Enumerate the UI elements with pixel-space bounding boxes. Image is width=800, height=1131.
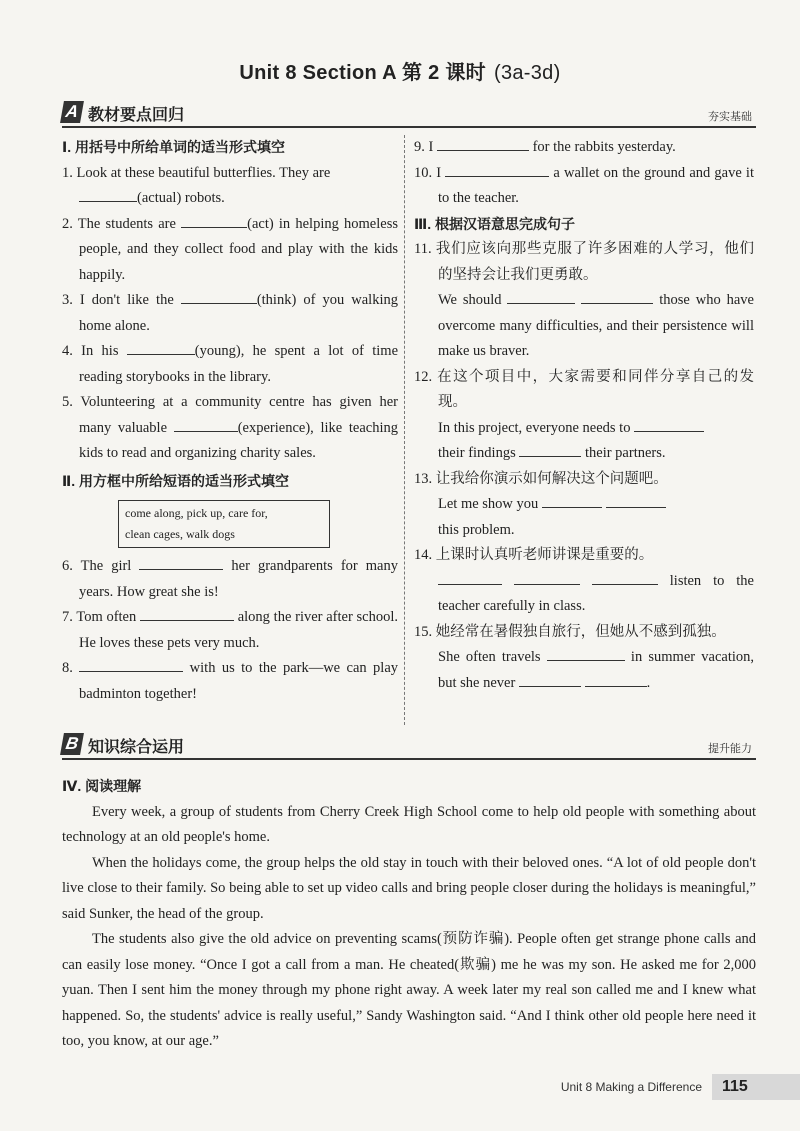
section-b-tag: 提升能力 bbox=[708, 743, 752, 755]
answer-blank[interactable] bbox=[181, 213, 247, 228]
footer-unit-title: Unit 8 Making a Difference bbox=[560, 1080, 702, 1094]
column-divider bbox=[404, 135, 405, 725]
left-column bbox=[62, 135, 398, 707]
phrase-box: come along, pick up, care for, clean cages, walk dogs bbox=[118, 500, 330, 548]
right-column bbox=[414, 135, 754, 696]
reading-passage bbox=[62, 774, 756, 1055]
answer-blank[interactable] bbox=[634, 417, 704, 432]
part2-heading: Ⅱ. 用方框中所给短语的适当形式填空 bbox=[62, 472, 290, 489]
answer-blank[interactable] bbox=[581, 289, 653, 304]
question-5: 5. Volunteering at a community centre has given her many valuable (experience), like teaching kids to read and organizing charity sales. bbox=[62, 394, 398, 461]
answer-blank[interactable] bbox=[507, 289, 575, 304]
answer-blank[interactable] bbox=[592, 570, 658, 585]
section-b-title: 知识综合运用 bbox=[88, 739, 185, 756]
answer-blank[interactable] bbox=[514, 570, 580, 585]
question-10: 10. I a wallet on the ground and gave it to the teacher. bbox=[414, 161, 754, 212]
page-title: Unit 8 Section A 第 2 课时 (3a-3d) bbox=[239, 62, 561, 84]
answer-blank[interactable] bbox=[127, 340, 195, 355]
answer-blank[interactable] bbox=[445, 162, 549, 177]
question-11: 11. 我们应该向那些克服了许多困难的人学习，他们的坚持会让我们更勇敢。 We should those who have overcome many difficulties, and their persistence will make us braver. bbox=[414, 241, 754, 359]
answer-blank[interactable] bbox=[519, 672, 581, 687]
question-12: 12. 在这个项目中，大家需要和同伴分享自己的发现。 In this project, everyone needs to their findings their partners. bbox=[414, 368, 754, 461]
answer-blank[interactable] bbox=[79, 657, 183, 672]
question-13: 13. 让我给你演示如何解决这个问题吧。 Let me show you this problem. bbox=[414, 470, 668, 538]
answer-blank[interactable] bbox=[519, 442, 581, 457]
paragraph: The students also give the old advice on preventing scams(预防诈骗). People often get strange phone calls and can easily lose money. “Once I got a call from a man. He cheated(欺骗) me he was my son. He asked me for 2,000 yuan. Then I sent him the money through my phone right away. A week later my real son called me and I knew what happened. So, the students' advice is really useful,” Sandy Washington said. “And I think other old people here need it too, you know, at our age.” bbox=[62, 931, 756, 1049]
answer-blank[interactable] bbox=[140, 606, 234, 621]
section-a-badge: A bbox=[60, 101, 84, 123]
question-14: 14. 上课时认真听老师讲课是重要的。 listen to the teacher carefully in class. bbox=[414, 547, 754, 614]
section-a-header bbox=[62, 100, 756, 128]
question-2: 2. The students are (act) in helping homeless people, and they collect food and play with the kids happily. bbox=[62, 212, 398, 289]
part4-heading: Ⅳ. 阅读理解 bbox=[62, 778, 142, 794]
answer-blank[interactable] bbox=[437, 136, 529, 151]
question-9: 9. I for the rabbits yesterday. bbox=[414, 135, 754, 161]
answer-blank[interactable] bbox=[542, 493, 602, 508]
answer-blank[interactable] bbox=[585, 672, 647, 687]
question-8: 8. with us to the park—we can play badminton together! bbox=[62, 656, 398, 707]
section-b-header bbox=[62, 732, 756, 760]
section-a-title: 教材要点回归 bbox=[88, 107, 185, 124]
part3-heading: Ⅲ. 根据汉语意思完成句子 bbox=[414, 215, 576, 232]
paragraph: When the holidays come, the group helps the old stay in touch with their beloved ones. “A lot of old people don't live close to their family. So being able to set up video calls and bring people closer during the holidays is meaningful,” said Sunker, the head of the group. bbox=[62, 854, 756, 922]
paragraph: Every week, a group of students from Cherry Creek High School come to help old people with something about technology at an old people's home. bbox=[62, 803, 756, 845]
question-3: 3. I don't like the (think) of you walking home alone. bbox=[62, 288, 398, 339]
answer-blank[interactable] bbox=[438, 570, 502, 585]
answer-blank[interactable] bbox=[79, 187, 137, 202]
question-4: 4. In his (young), he spent a lot of time reading storybooks in the library. bbox=[62, 339, 398, 390]
question-1: 1. Look at these beautiful butterflies. They are (actual) robots. bbox=[62, 164, 331, 206]
section-b-badge: B bbox=[60, 733, 84, 755]
question-15: 15. 她经常在暑假独自旅行，但她从不感到孤独。 She often travels in summer vacation, but she never . bbox=[414, 623, 754, 691]
answer-blank[interactable] bbox=[174, 417, 238, 432]
answer-blank[interactable] bbox=[547, 646, 625, 661]
question-7: 7. Tom often along the river after school. He loves these pets very much. bbox=[62, 605, 398, 656]
answer-blank[interactable] bbox=[181, 289, 257, 304]
answer-blank[interactable] bbox=[606, 493, 666, 508]
page-subtitle: (3a-3d) bbox=[493, 62, 561, 84]
part1-heading: Ⅰ. 用括号中所给单词的适当形式填空 bbox=[62, 139, 285, 155]
question-6: 6. The girl her grandparents for many years. How great she is! bbox=[62, 554, 398, 605]
section-a-tag: 夯实基础 bbox=[708, 111, 752, 123]
answer-blank[interactable] bbox=[139, 555, 223, 570]
page-number: 115 bbox=[712, 1074, 800, 1100]
